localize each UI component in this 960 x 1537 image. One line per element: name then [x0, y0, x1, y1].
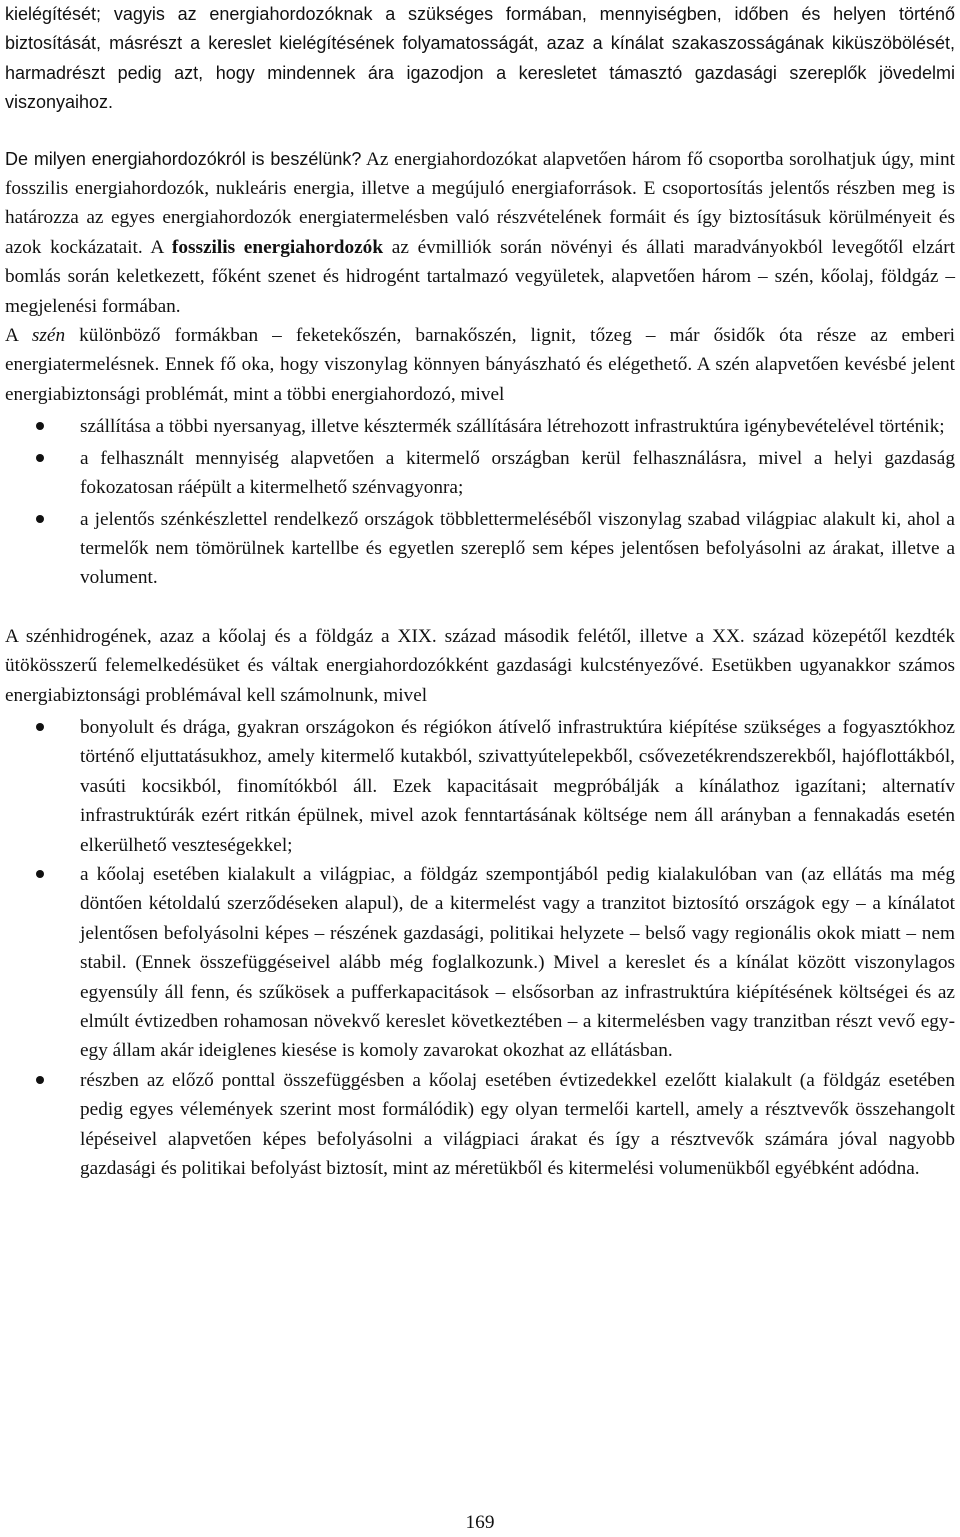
coal-term: szén — [31, 325, 66, 347]
bullet-icon — [36, 422, 44, 430]
bullet-icon — [36, 870, 44, 878]
list-item-extra: Ezek kapacitásait megpróbálják a kínálathoz igazítani; alternatív infrastruktúrák ezért ritkán épülnek, mivel azok fenntartásának költsége nem áll arányban a fennakadás esetén elkerülhető veszteségekkel; — [80, 775, 955, 856]
page-number: 169 — [465, 1512, 495, 1533]
intro-text: kielégítését; vagyis az energiahordozóknak a szükséges formában, mennyiségben, időben és helyen történő biztosítását, másrészt a kereslet kielégítésének folyamatosságát, azaz a kínálat szakaszosságának kiküszöbölését, harmadrészt pedig azt, hogy mindennek ára igazodjon a keresletet támasztó gazdasági szereplők jövedelmi viszonyaihoz. — [5, 4, 955, 113]
list-item-text: a felhasznált mennyiség alapvetően a kitermelő országban kerül felhasználásra, mivel a helyi gazdaság fokozatosan ráépült a kitermelhető szénvagyonra; — [80, 447, 955, 499]
list-item-text: bonyolult és drága, gyakran országokon és régiókon átívelő infrastruktúra kiépítése szükséges a fogyasztókhoz történő eljuttatásukhoz, amely kitermelő kutakból, szivattyútelepekből, csővezetékrendszerekből, hajóflottákból, vasúti kocsikból, finomítókból áll. — [80, 716, 955, 797]
coal-bullet-list — [5, 412, 955, 592]
list-item — [5, 713, 955, 860]
paragraph-gap — [5, 118, 955, 145]
coal-prefix: A — [5, 325, 32, 347]
coal-security-text: A szén alapvetően kevésbé jelent energiabiztonsági problémát, mint a többi energiahordozó, mivel — [5, 354, 955, 405]
hydrocarbon-bullet-list — [5, 713, 955, 1184]
list-item-text: a jelentős szénkészlettel rendelkező országok többlettermeléséből viszonylag szabad világpiac alakult ki, ahol a termelők nem tömörülnek kartellbe és egyetlen szereplő sem képes jelentősen befolyásolni az árakat, illetve a volument. — [80, 508, 955, 589]
list-item — [5, 860, 955, 1066]
coal-text: különböző formákban – feketekőszén, barnakőszén, lignit, tőzeg – már ősidők óta része az emberi energiatermelésnek. Ennek fő oka, hogy viszonylag könnyen bányászható és elégethető. — [5, 325, 955, 376]
hydrocarbon-text: A szénhidrogének, azaz a kőolaj és a földgáz a XIX. század második felétől, illetve a XX. század közepétől kezdték ütökösszerű felemelkedésüket és váltak energiahordozókként gazdasági kulcstényezővé. — [5, 625, 955, 677]
groups-text: Az energiahordozókat alapvetően három fő csoportba sorolhatjuk úgy, mint fosszilis energiahordozók, nukleáris energia, illetve a megújuló energiaforrások. — [5, 148, 955, 200]
list-item — [5, 444, 955, 503]
energy-groups-paragraph — [5, 145, 955, 321]
bullet-icon — [36, 515, 44, 523]
hydrocarbon-problems-text: Esetükben ugyanakkor számos energiabiztonsági problémával kell számolnunk, mivel — [5, 655, 955, 706]
bullet-icon — [36, 723, 44, 731]
list-item-text: szállítása a többi nyersanyag, illetve késztermék szállítására létrehozott infrastruktúra igénybevételével történik; — [80, 416, 945, 438]
bullet-icon — [36, 454, 44, 462]
list-item — [5, 505, 955, 593]
intro-paragraph — [5, 0, 955, 118]
fossil-text: az évmilliók során növényi és állati maradványokból levegőtől elzárt bomlás során keletkezett, főként szenet és hidrogént tartalmazó vegyületek, alapvetően három – szén, kőolaj, földgáz – megjelenési formában. — [5, 236, 955, 317]
fossil-term: fosszilis energiahordozók — [171, 236, 384, 258]
list-item-text: részben az előző ponttal összefüggésben a kőolaj esetében évtizedekkel ezelőtt kialakult (a földgáz esetében pedig egyes vélemények szerint most formálódik) egy olyan termelői kartell, amely a résztvevők összehangolt lépéseivel alapvetően képes befolyásolni a világpiaci árakat és így a résztvevők számára jóval nagyobb gazdasági és politikai befolyást biztosít, mint az méretükből és kitermelési volumenükből egyébként adódna. — [80, 1069, 955, 1180]
list-item-text: a kőolaj esetében kialakult a világpiac, a földgáz szempontjából pedig kialakulóban van (az ellátás ma még döntően kétoldalú szerződéseken alapul), de a kitermelést vagy a tranzitot biztosító országok egy – a kínálatot jelentősen befolyásolni képes – részének gazdasági, politikai helyzete – belső vagy regionális okok miatt – nem stabil. — [80, 863, 955, 974]
list-item-extra: (Ennek összefüggéseivel alább még foglalkozunk.) Mivel a kereslet és a kínálat között viszonylagos egyensúly áll fenn, és szűkösek a pufferkapacitások – elsősorban az infrastruktúra kiépítésének költségei és az elmúlt évtizedben rohamosan növekvő kereslet következtében – a kitermelésben vagy tranzitban részt vevő egy-egy állam akár ideiglenes kiesése is komoly zavarokat okozhat az ellátásban. — [80, 952, 955, 1062]
document-page — [5, 0, 955, 1183]
classification-text: E csoportosítás jelentős részben meg is határozza az egyes energiahordozók energiatermelésben való részvételének formáit és így biztosításuk körülményeit és azok kockázatait. — [5, 178, 955, 258]
bullet-icon — [36, 1076, 44, 1084]
paragraph-gap — [5, 595, 955, 622]
list-item — [5, 412, 955, 441]
question-text: De milyen energiahordozókról is beszélünk? — [5, 148, 362, 169]
hydrocarbon-paragraph — [5, 622, 955, 710]
list-item — [5, 1066, 955, 1184]
fossil-prefix: A — [150, 236, 172, 258]
coal-paragraph — [5, 321, 955, 409]
